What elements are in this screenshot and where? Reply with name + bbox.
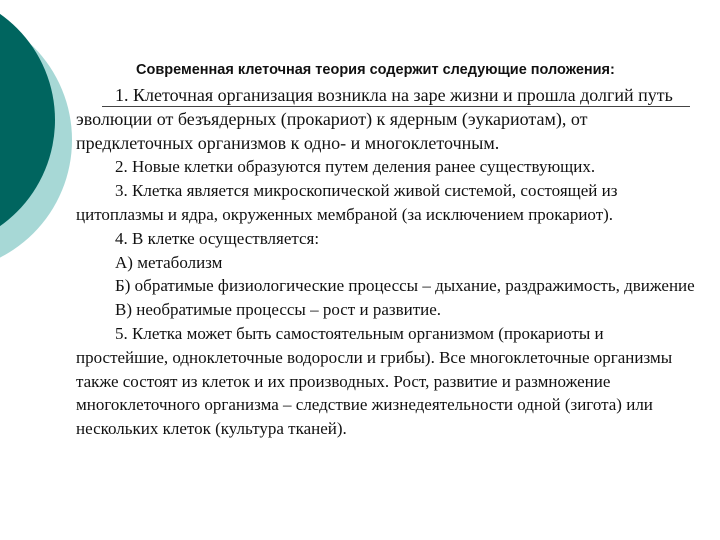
paragraph-4: 4. В клетке осуществляется: [115,228,320,248]
list-item-a: А) метаболизм [115,252,223,272]
heading-underline [102,106,690,107]
slide-body [76,84,696,441]
slide-content [76,62,696,441]
slide-heading: Современная клеточная теория содержит следующие положения: [136,62,615,78]
white-circle-overlay [0,360,40,540]
list-item-b: Б) обратимые физиологические процессы – дыхание, раздражимость, движение [115,276,695,296]
paragraph-3: 3. Клетка является микроскопической живой системой, состоящей из цитоплазмы и ядра, окруженных мембраной (за исключением прокариот). [76,181,618,224]
paragraph-5: 5. Клетка может быть самостоятельным организмом (прокариоты и простейшие, одноклеточные водоросли и грибы). Все многоклеточные организмы также состоят из клеток и их производных. Рост, развитие и размножение многоклеточного организма – следствие жизнедеятельности одной (зигота) или нескольких клеток (культура тканей). [76,323,673,439]
list-item-c: В) необратимые процессы – рост и развитие. [115,300,442,320]
paragraph-2: 2. Новые клетки образуются путем деления ранее существующих. [115,157,596,177]
paragraph-1: 1. Клеточная организация возникла на заре жизни и прошла долгий путь эволюции от безъядерных (прокариот) к ядерным (эукариотам), от предклеточных организмов к одно- и многоклеточным. [76,85,673,153]
